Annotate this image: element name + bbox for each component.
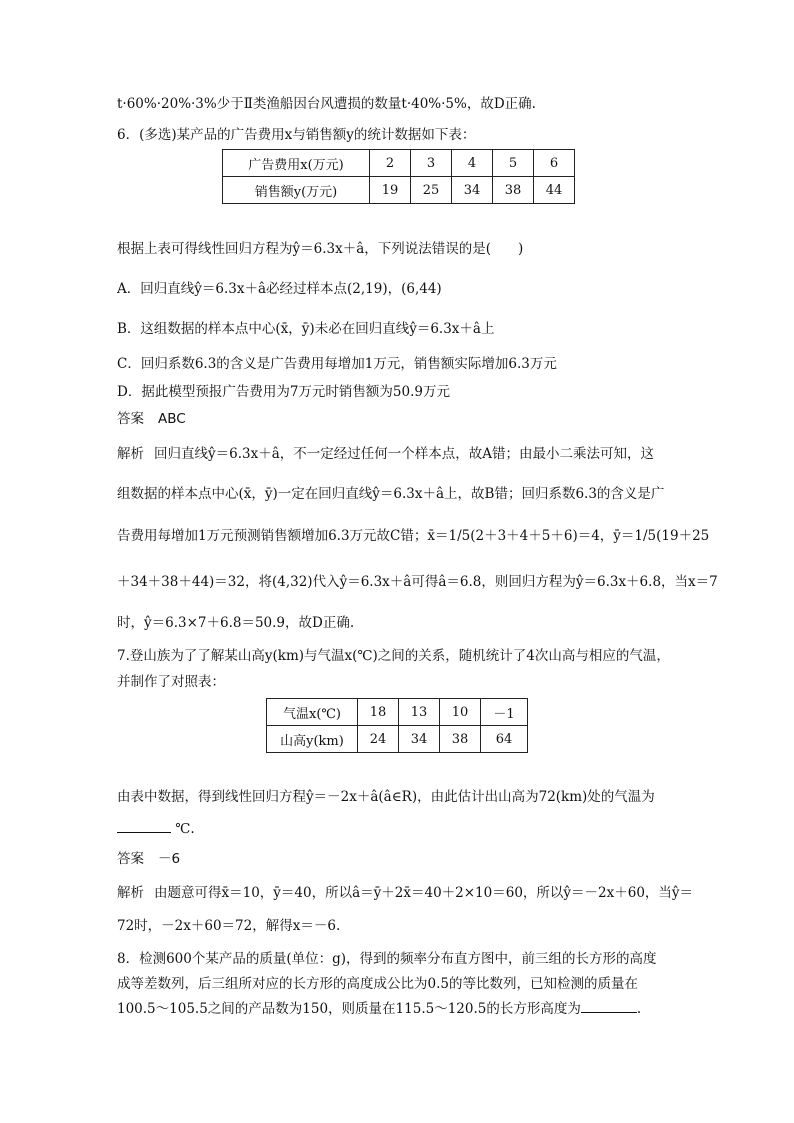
table-cell: 3 <box>411 150 452 177</box>
question-7-analysis-line-1 <box>117 884 693 902</box>
question-7-text: 由表中数据，得到线性回归方程ŷ＝－2x＋â(â∈R)，由此估计出山高为72(km)处的气温为 <box>117 789 655 805</box>
table-cell: 38 <box>440 726 481 753</box>
table-cell: 5 <box>493 150 534 177</box>
question-8-line-2: 成等差数列，后三组所对应的长方形的高度成公比为0.5的等比数列，已知检测的质量在 <box>117 976 638 992</box>
table-cell: 4 <box>452 150 493 177</box>
question-6-stem: 6．(多选)某产品的广告费用x与销售额y的统计数据如下表： <box>117 127 476 143</box>
option-c: C．回归系数6.3的含义是广告费用每增加1万元，销售额实际增加6.3万元 <box>117 356 557 372</box>
question-6-analysis-line-4: ＋34＋38＋44)＝32，将(4,32)代入ŷ＝6.3x＋â可得â＝6.8，则回归方程为ŷ＝6.3x＋6.8，当x＝7 <box>117 574 718 590</box>
question-7-answer <box>117 850 180 868</box>
question-8-line-3 <box>117 1000 641 1018</box>
option-b: B．这组数据的样本点中心(x̄，ȳ)未必在回归直线ŷ＝6.3x＋â上 <box>117 321 495 337</box>
analysis-label: 解析 <box>117 446 144 462</box>
table-cell: 广告费用x(万元) <box>223 150 370 177</box>
option-d: D．据此模型预报广告费用为7万元时销售额为50.9万元 <box>117 384 450 400</box>
table-cell: 6 <box>534 150 575 177</box>
table-cell: 10 <box>440 699 481 726</box>
question-6-analysis-line-1 <box>117 445 654 463</box>
question-8-end: . <box>636 1001 642 1017</box>
table-row <box>223 150 575 177</box>
table-cell: 2 <box>370 150 411 177</box>
question-8-line-1: 8．检测600个某产品的质量(单位：g)，得到的频率分布直方图中，前三组的长方形的高度 <box>117 951 657 967</box>
table-cell: 气温x(℃) <box>267 699 358 726</box>
table-cell: 山高y(km) <box>267 726 358 753</box>
table-cell: 18 <box>358 699 399 726</box>
table-row <box>267 699 528 726</box>
question-7-stem-line-2: 并制作了对照表： <box>117 674 225 690</box>
answer-value: ABC <box>158 411 186 427</box>
table-row <box>267 726 528 753</box>
answer-label: 答案 <box>117 851 144 867</box>
table-cell: 44 <box>534 177 575 204</box>
table-cell: 13 <box>399 699 440 726</box>
analysis-label: 解析 <box>117 885 144 901</box>
table-cell: 34 <box>452 177 493 204</box>
question-6-analysis-line-5: 时，ŷ＝6.3×7＋6.8＝50.9，故D正确. <box>117 615 355 631</box>
question-6-text: 根据上表可得线性回归方程为ŷ＝6.3x＋â，下列说法错误的是( ) <box>117 241 524 257</box>
option-a: A．回归直线ŷ＝6.3x＋â必经过样本点(2,19)，(6,44) <box>117 281 442 297</box>
table-cell: 34 <box>399 726 440 753</box>
answer-value: －6 <box>158 851 181 867</box>
table-cell: 24 <box>358 726 399 753</box>
table-temp-height <box>266 698 528 753</box>
table-cell: －1 <box>481 699 528 726</box>
answer-blank <box>581 1000 637 1013</box>
question-6-analysis-line-2: 组数据的样本点中心(x̄，ȳ)一定在回归直线ŷ＝6.3x＋â上，故B错；回归系数6.3的含义是广 <box>117 486 665 502</box>
question-6-answer <box>117 410 186 428</box>
question-6-analysis-line-3: 告费用每增加1万元预测销售额增加6.3万元故C错；x̄＝1/5(2＋3＋4＋5＋6)＝4，ȳ＝1/5(19＋25 <box>117 528 710 544</box>
table-cell: 销售额y(万元) <box>223 177 370 204</box>
table-cell: 19 <box>370 177 411 204</box>
question-7-blank-line <box>117 820 195 838</box>
question-7-stem-line-1: 7.登山族为了了解某山高y(km)与气温x(℃)之间的关系，随机统计了4次山高与相应的气温， <box>117 648 670 664</box>
text-line-1: t·60%·20%·3%少于Ⅱ类渔船因台风遭损的数量t·40%·5%，故D正确. <box>117 96 536 112</box>
table-cell: 38 <box>493 177 534 204</box>
blank-unit: ℃. <box>175 821 195 837</box>
question-8-text: 100.5～105.5之间的产品数为150，则质量在115.5～120.5的长方形高度为 <box>117 1001 581 1017</box>
table-ad-sales <box>222 149 575 204</box>
table-cell: 25 <box>411 177 452 204</box>
answer-label: 答案 <box>117 411 144 427</box>
analysis-text: 由题意可得x̄＝10，ȳ＝40，所以â＝ȳ＋2x̄＝40＋2×10＝60，所以ŷ＝－2x＋60，当ŷ＝ <box>154 885 694 901</box>
question-7-analysis-line-2: 72时，－2x＋60＝72，解得x＝－6. <box>117 918 341 934</box>
answer-blank <box>117 820 171 833</box>
table-row <box>223 177 575 204</box>
analysis-text: 回归直线ŷ＝6.3x＋â，不一定经过任何一个样本点，故A错；由最小二乘法可知，这 <box>154 446 655 462</box>
table-cell: 64 <box>481 726 528 753</box>
